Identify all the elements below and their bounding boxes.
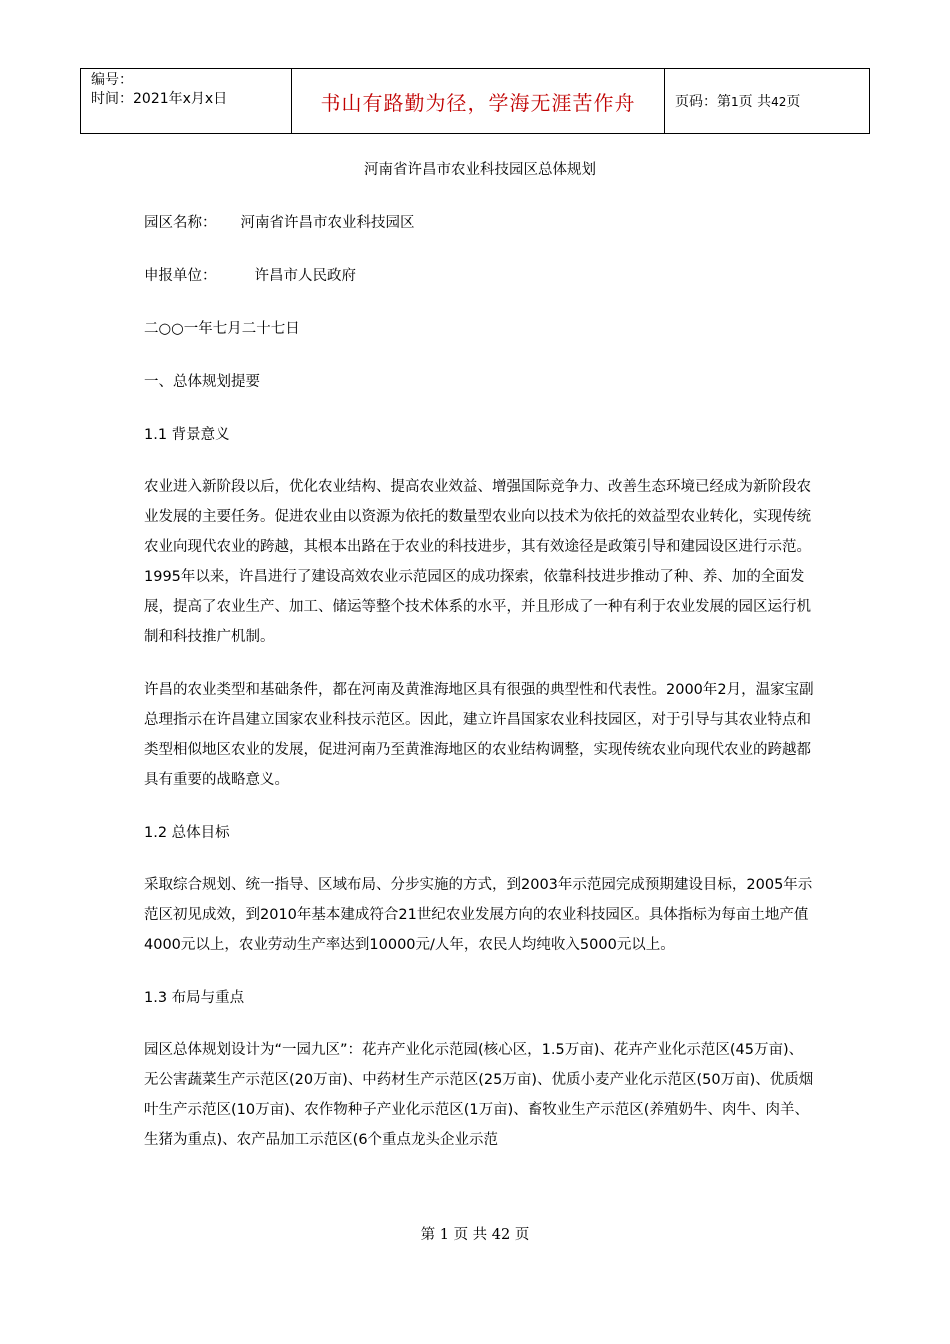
applicant-line <box>144 261 816 291</box>
s1-3-heading: 1.3 布局与重点 <box>144 990 245 1006</box>
park-name-value: 河南省许昌市农业科技园区 <box>240 215 415 231</box>
time-line <box>91 90 291 109</box>
time-label: 时间： <box>91 91 133 107</box>
number-label: 编号： <box>91 72 133 88</box>
page-prefix: 页码：第 <box>675 94 731 110</box>
page-number-cell <box>665 69 870 134</box>
page-suffix: 页 <box>786 94 801 110</box>
s1-2-paragraph-1: 采取综合规划、统一指导、区域布局、分步实施的方式，到2003年示范园完成预期建设目标，2005年示范区初见成效，到2010年基本建成符合21世纪农业发展方向的农业科技园区。具体指标为每亩土地产值4000元以上，农业劳动生产率达到10000元/人年，农民人均纯收入5000元以上。 <box>144 877 813 953</box>
applicant-label: 申报单位： <box>144 268 217 284</box>
header-table <box>80 68 870 134</box>
document-body <box>144 155 816 1155</box>
document-title: 河南省许昌市农业科技园区总体规划 <box>364 162 596 178</box>
park-name-label: 园区名称： <box>144 215 217 231</box>
motto-cell <box>292 69 665 134</box>
s1-1-heading: 1.1 背景意义 <box>144 427 230 443</box>
s1-1-paragraph-2: 许昌的农业类型和基础条件，都在河南及黄淮海地区具有很强的典型性和代表性。2000年2月，温家宝副总理指示在许昌建立国家农业科技示范区。因此，建立许昌国家农业科技园区，对于引导与其农业特点和类型相似地区农业的发展，促进河南乃至黄淮海地区的农业结构调整，实现传统农业向现代农业的跨越都具有重要的战略意义。 <box>144 682 814 788</box>
page-total: 42 <box>771 95 787 109</box>
section1-heading: 一、总体规划提要 <box>144 374 260 390</box>
page-current: 1 <box>731 95 739 109</box>
applicant-value: 许昌市人民政府 <box>254 268 356 284</box>
s1-3-paragraph-1: 园区总体规划设计为“一园九区”：花卉产业化示范园(核心区，1.5万亩)、花卉产业化示范区(45万亩)、无公害蔬菜生产示范区(20万亩)、中药材生产示范区(25万亩)、优质小麦产业化示范区(50万亩)、优质烟叶生产示范区(10万亩)、农作物种子产业化示范区(1万亩)、畜牧业生产示范区(养殖奶牛、肉牛、肉羊、生猪为重点)、农产品加工示范区(6个重点龙头企业示范 <box>144 1042 814 1148</box>
park-name-line <box>144 208 816 238</box>
page-footer: 第 1 页 共 42 页 <box>420 1227 530 1243</box>
time-value: 2021年x月x日 <box>133 91 228 107</box>
header-meta-cell <box>81 69 292 134</box>
motto-text: 书山有路勤为径，学海无涯苦作舟 <box>320 90 636 115</box>
document-date: 二○○一年七月二十七日 <box>144 321 300 337</box>
page-mid: 页 共 <box>738 94 772 110</box>
s1-1-paragraph-1: 农业进入新阶段以后，优化农业结构、提高农业效益、增强国际竞争力、改善生态环境已经成为新阶段农业发展的主要任务。促进农业由以资源为依托的数量型农业向以技术为依托的效益型农业转化，实现传统农业向现代农业的跨越，其根本出路在于农业的科技进步，其有效途径是政策引导和建园设区进行示范。1995年以来，许昌进行了建设高效农业示范园区的成功探索，依靠科技进步推动了种、养、加的全面发展，提高了农业生产、加工、储运等整个技术体系的水平，并且形成了一种有利于农业发展的园区运行机制和科技推广机制。 <box>144 479 811 645</box>
s1-2-heading: 1.2 总体目标 <box>144 825 230 841</box>
